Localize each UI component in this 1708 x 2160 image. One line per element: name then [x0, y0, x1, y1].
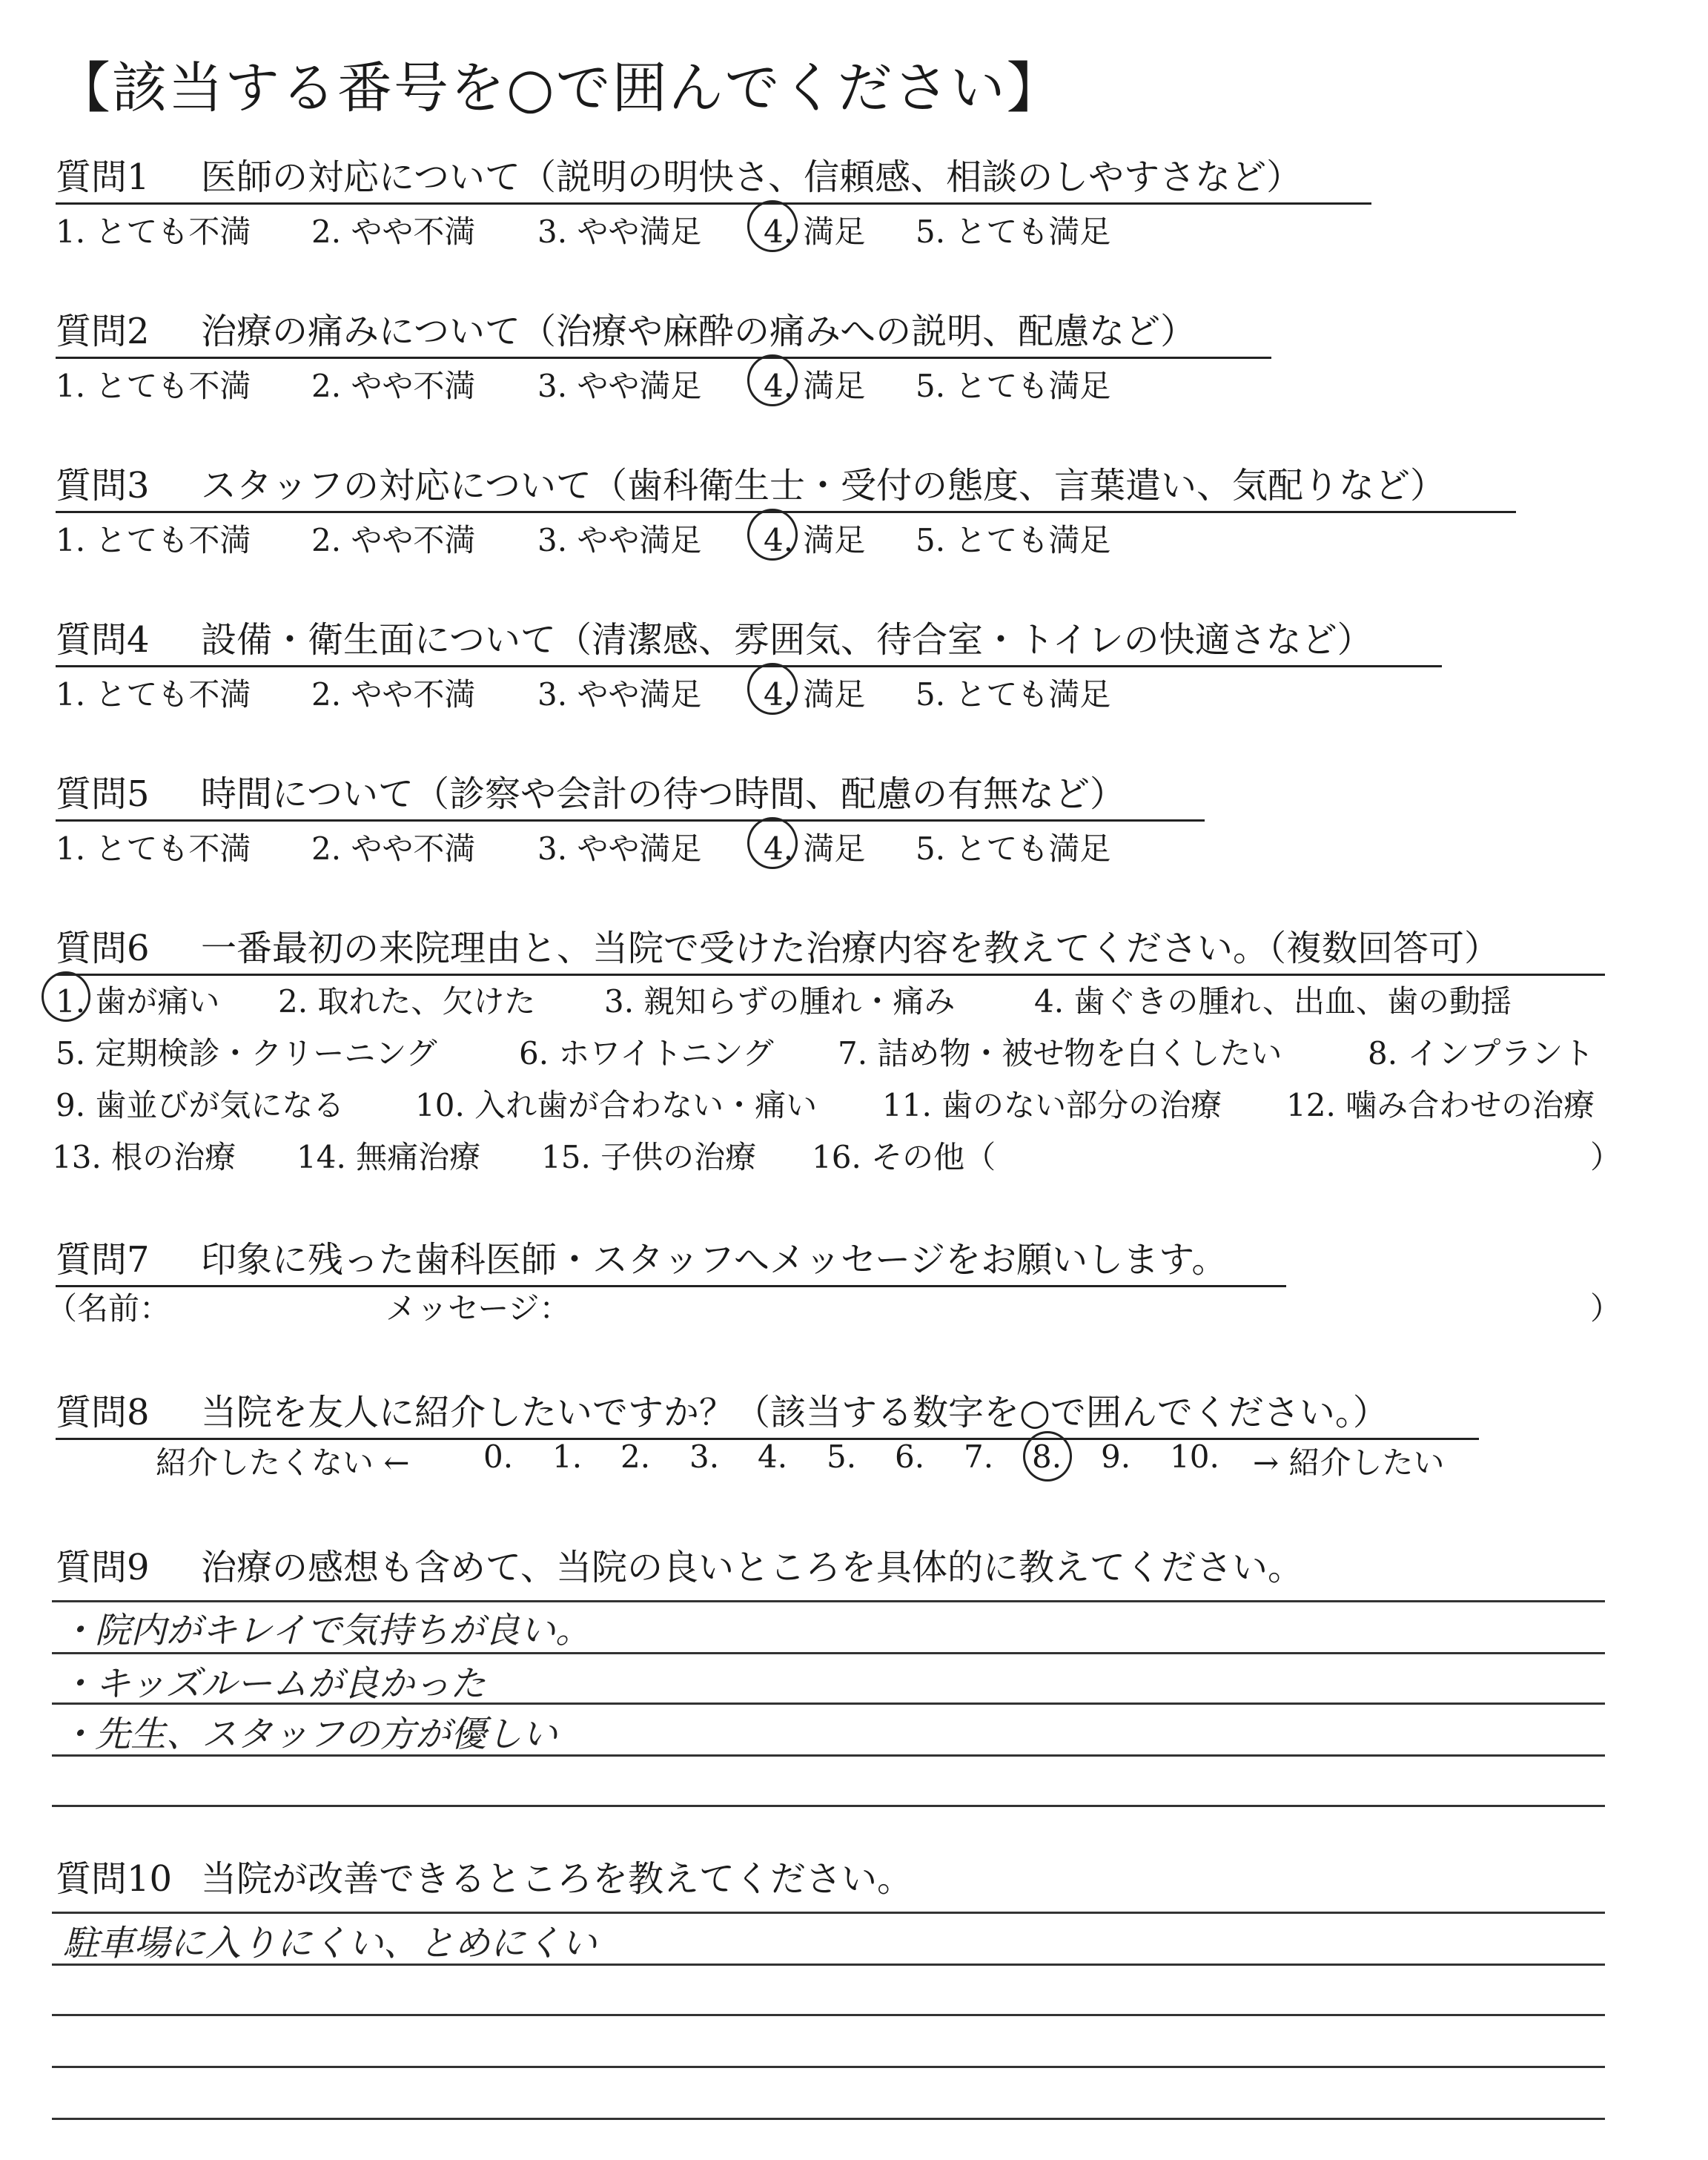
scale-option-4[interactable]: 4. 満足 [764, 830, 866, 867]
question-text: 時間について（診察や会計の待つ時間、配慮の有無など） [201, 773, 1126, 815]
q6-option-4[interactable]: 4. 歯ぐきの腫れ、出血、歯の動揺 [1034, 983, 1512, 1020]
recommend-option-7[interactable]: 7. [964, 1439, 994, 1475]
scale-option-3[interactable]: 3. やや満足 [537, 830, 702, 867]
recommend-option-6[interactable]: 6. [895, 1439, 925, 1475]
q6-option-11[interactable]: 11. 歯のない部分の治療 [882, 1087, 1222, 1123]
question-heading [56, 1539, 1303, 1590]
answer-line [52, 2014, 1605, 2016]
selection-circle [747, 509, 798, 561]
question-number: 質問9 [56, 1547, 150, 1588]
question-text: 治療の痛みについて（治療や麻酔の痛みへの説明、配慮など） [201, 311, 1196, 352]
low-label: 紹介したくない ← [156, 1444, 410, 1481]
question-heading [56, 148, 1371, 205]
answer-line [52, 1805, 1605, 1807]
question-heading [56, 1384, 1479, 1440]
q6-option-14[interactable]: 14. 無痛治療 [297, 1139, 481, 1175]
selection-circle [1023, 1431, 1072, 1482]
q6-option-16[interactable]: 16. その他（ [812, 1139, 996, 1175]
q6-option-9[interactable]: 9. 歯並びが気になる [56, 1087, 345, 1123]
question-number: 質問8 [56, 1392, 150, 1433]
question-text: 治療の感想も含めて、当院の良いところを具体的に教えてください。 [201, 1547, 1304, 1588]
close-paren: ） [1590, 1139, 1622, 1175]
recommend-option-9[interactable]: 9. [1101, 1439, 1131, 1475]
scale-option-1[interactable]: 1. とても不満 [56, 368, 251, 404]
scale-option-4[interactable]: 4. 満足 [764, 676, 866, 713]
question-number: 質問4 [56, 619, 150, 661]
recommend-option-5[interactable]: 5. [827, 1439, 857, 1475]
handwritten-answer: ・キッズルームが良かった [59, 1663, 486, 1705]
selection-circle [747, 200, 798, 252]
high-label: → 紹介したい [1253, 1444, 1445, 1481]
question-number: 質問1 [56, 156, 150, 198]
recommend-option-4[interactable]: 4. [758, 1439, 788, 1475]
q6-option-3[interactable]: 3. 親知らずの腫れ・痛み [604, 983, 956, 1020]
q6-option-7[interactable]: 7. 詰め物・被せ物を白くしたい [838, 1035, 1282, 1071]
scale-option-3[interactable]: 3. やや満足 [537, 522, 702, 558]
question-heading [56, 611, 1442, 667]
scale-option-1[interactable]: 1. とても不満 [56, 522, 251, 558]
q6-option-1[interactable]: 1. 歯が痛い [56, 983, 220, 1020]
selection-circle [747, 817, 798, 869]
scale-option-3[interactable]: 3. やや満足 [537, 368, 702, 404]
question-number: 質問5 [56, 773, 150, 815]
q6-option-6[interactable]: 6. ホワイトニング [519, 1035, 774, 1071]
scale-option-2[interactable]: 2. やや不満 [311, 214, 476, 250]
answer-line [52, 1912, 1605, 1914]
answer-line [52, 2066, 1605, 2068]
handwritten-answer: ・先生、スタッフの方が優しい [59, 1714, 558, 1755]
scale-option-4[interactable]: 4. 満足 [764, 522, 866, 558]
selection-circle [42, 971, 90, 1022]
question-heading [56, 303, 1271, 359]
recommend-option-8[interactable]: 8. [1032, 1439, 1062, 1475]
question-heading [56, 457, 1516, 513]
scale-option-3[interactable]: 3. やや満足 [537, 214, 702, 250]
scale-option-5[interactable]: 5. とても満足 [916, 676, 1111, 713]
question-heading [56, 1850, 913, 1901]
question-heading [56, 1231, 1286, 1287]
name-label: （名前： [46, 1290, 171, 1327]
question-number: 質問2 [56, 311, 150, 352]
recommend-option-0[interactable]: 0. [483, 1439, 514, 1475]
recommend-option-3[interactable]: 3. [689, 1439, 720, 1475]
scale-option-5[interactable]: 5. とても満足 [916, 522, 1111, 558]
scale-option-3[interactable]: 3. やや満足 [537, 676, 702, 713]
q6-option-10[interactable]: 10. 入れ歯が合わない・痛い [415, 1087, 818, 1123]
selection-circle [747, 354, 798, 406]
question-text: 当院を友人に紹介したいですか？（該当する数字を○で囲んでください。） [201, 1392, 1388, 1433]
scale-option-4[interactable]: 4. 満足 [764, 214, 866, 250]
message-label: メッセージ： [385, 1290, 571, 1327]
answer-line [52, 2118, 1605, 2120]
selection-circle [747, 663, 798, 715]
q6-option-12[interactable]: 12. 噛み合わせの治療 [1286, 1087, 1595, 1123]
question-heading [56, 765, 1205, 822]
scale-option-2[interactable]: 2. やや不満 [311, 676, 476, 713]
page-title: 【該当する番号を○で囲んでください】 [56, 56, 1063, 120]
q6-option-13[interactable]: 13. 根の治療 [52, 1139, 236, 1175]
handwritten-answer: 駐車場に入りにくい、とめにくい [63, 1923, 598, 1964]
question-number: 質問10 [56, 1858, 173, 1900]
scale-option-5[interactable]: 5. とても満足 [916, 214, 1111, 250]
scale-option-1[interactable]: 1. とても不満 [56, 676, 251, 713]
question-text: 一番最初の来院理由と、当院で受けた治療内容を教えてください。（複数回答可） [201, 928, 1500, 969]
q6-option-5[interactable]: 5. 定期検診・クリーニング [56, 1035, 437, 1071]
scale-option-4[interactable]: 4. 満足 [764, 368, 866, 404]
q6-option-15[interactable]: 15. 子供の治療 [541, 1139, 757, 1175]
question-number: 質問6 [56, 928, 150, 969]
q6-option-2[interactable]: 2. 取れた、欠けた [278, 983, 536, 1020]
scale-option-5[interactable]: 5. とても満足 [916, 368, 1111, 404]
question-text: スタッフの対応について（歯科衛生士・受付の態度、言葉遣い、気配りなど） [201, 465, 1446, 506]
scale-option-2[interactable]: 2. やや不満 [311, 830, 476, 867]
scale-option-2[interactable]: 2. やや不満 [311, 368, 476, 404]
q6-option-8[interactable]: 8. インプラント [1368, 1035, 1595, 1071]
scale-option-1[interactable]: 1. とても不満 [56, 214, 251, 250]
recommend-option-1[interactable]: 1. [552, 1439, 583, 1475]
question-text: 当院が改善できるところを教えてください。 [201, 1858, 913, 1900]
recommend-option-10[interactable]: 10. [1170, 1439, 1219, 1475]
question-number: 質問3 [56, 465, 150, 506]
question-heading [56, 919, 1605, 976]
question-text: 印象に残った歯科医師・スタッフへメッセージをお願いします。 [201, 1239, 1228, 1281]
question-text: 設備・衛生面について（清潔感、雰囲気、待合室・トイレの快適さなど） [201, 619, 1373, 661]
recommend-option-2[interactable]: 2. [620, 1439, 651, 1475]
scale-option-1[interactable]: 1. とても不満 [56, 830, 251, 867]
scale-option-2[interactable]: 2. やや不満 [311, 522, 476, 558]
question-text: 医師の対応について（説明の明快さ、信頼感、相談のしやすさなど） [201, 156, 1302, 198]
scale-option-5[interactable]: 5. とても満足 [916, 830, 1111, 867]
question-number: 質問7 [56, 1239, 150, 1281]
handwritten-answer: ・院内がキレイで気持ちが良い。 [59, 1610, 592, 1651]
close-paren: ） [1590, 1290, 1622, 1327]
